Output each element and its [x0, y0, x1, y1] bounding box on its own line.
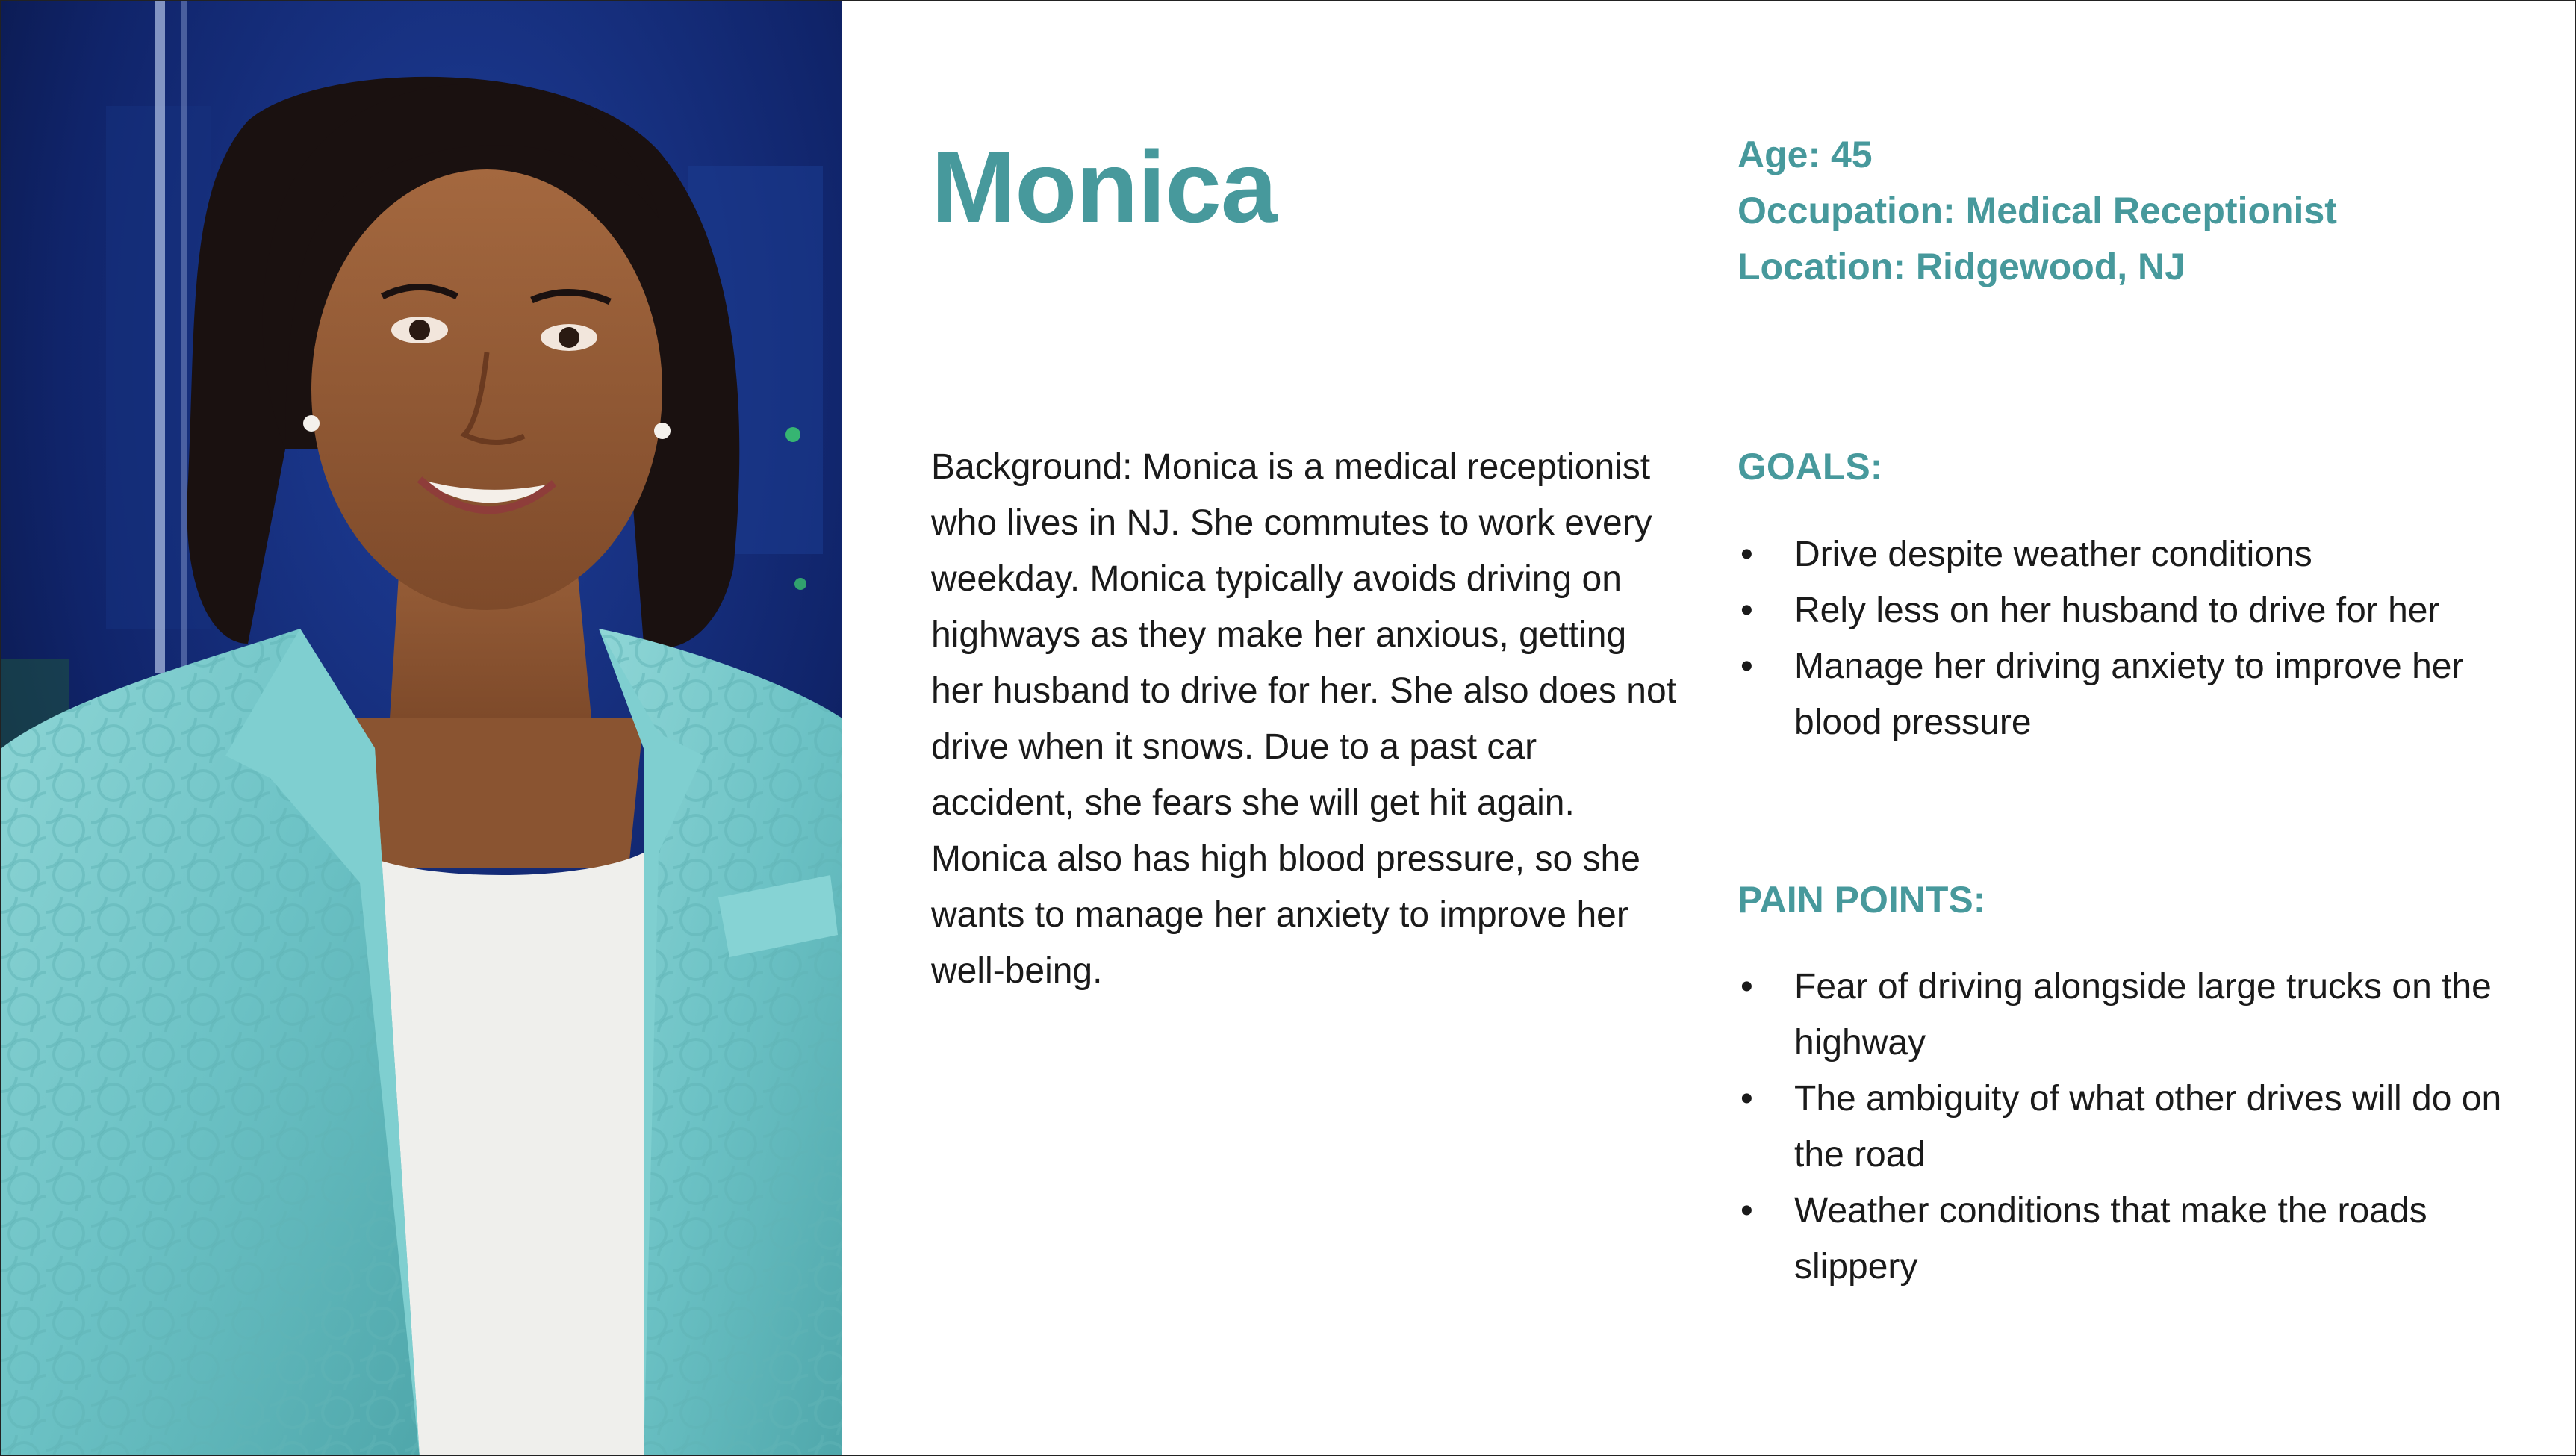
pain-point-text: The ambiguity of what other drives will do on the road: [1794, 1079, 2502, 1175]
goal-text: Rely less on her husband to drive for her: [1794, 591, 2440, 630]
pain-point-text: Weather conditions that make the roads slippery: [1794, 1191, 2427, 1287]
persona-photo: [1, 1, 842, 1456]
list-item: [1737, 1071, 2544, 1183]
pain-points-list: [1737, 959, 2544, 1295]
portrait-illustration: [1, 1, 842, 1456]
list-item: [1737, 638, 2544, 750]
bullet-icon: •: [1740, 1079, 1753, 1119]
goals-heading: GOALS:: [1737, 446, 1883, 488]
bullet-icon: •: [1740, 967, 1753, 1007]
goals-list: [1737, 526, 2544, 750]
list-item: [1737, 582, 2544, 638]
bullet-icon: •: [1740, 591, 1753, 630]
list-item: [1737, 959, 2544, 1071]
list-item: [1737, 526, 2544, 582]
pain-points-heading: PAIN POINTS:: [1737, 879, 1986, 921]
list-item: [1737, 1183, 2544, 1295]
persona-occupation: Occupation: Medical Receptionist: [1737, 190, 2337, 231]
bullet-icon: •: [1740, 647, 1753, 686]
bullet-icon: •: [1740, 1191, 1753, 1231]
bullet-icon: •: [1740, 535, 1753, 574]
pain-point-text: Fear of driving alongside large trucks on the highway: [1794, 967, 2492, 1063]
persona-age: Age: 45: [1737, 134, 1873, 175]
persona-name: Monica: [931, 130, 1277, 243]
persona-location: Location: Ridgewood, NJ: [1737, 246, 2185, 287]
goal-text: Drive despite weather conditions: [1794, 535, 2312, 574]
goal-text: Manage her driving anxiety to improve her blood pressure: [1794, 647, 2464, 742]
persona-info: [1737, 127, 2337, 295]
persona-background: Background: Monica is a medical receptionist who lives in NJ. She commutes to work every weekday. Monica typically avoids driving on highways as they make her anxious, getting her husband to drive for her. She also does not drive when it snows. Due to a past car accident, she fears she will get hit again. Monica also has high blood pressure, so she wants to manage her anxiety to improve her well-being.: [931, 447, 1676, 991]
